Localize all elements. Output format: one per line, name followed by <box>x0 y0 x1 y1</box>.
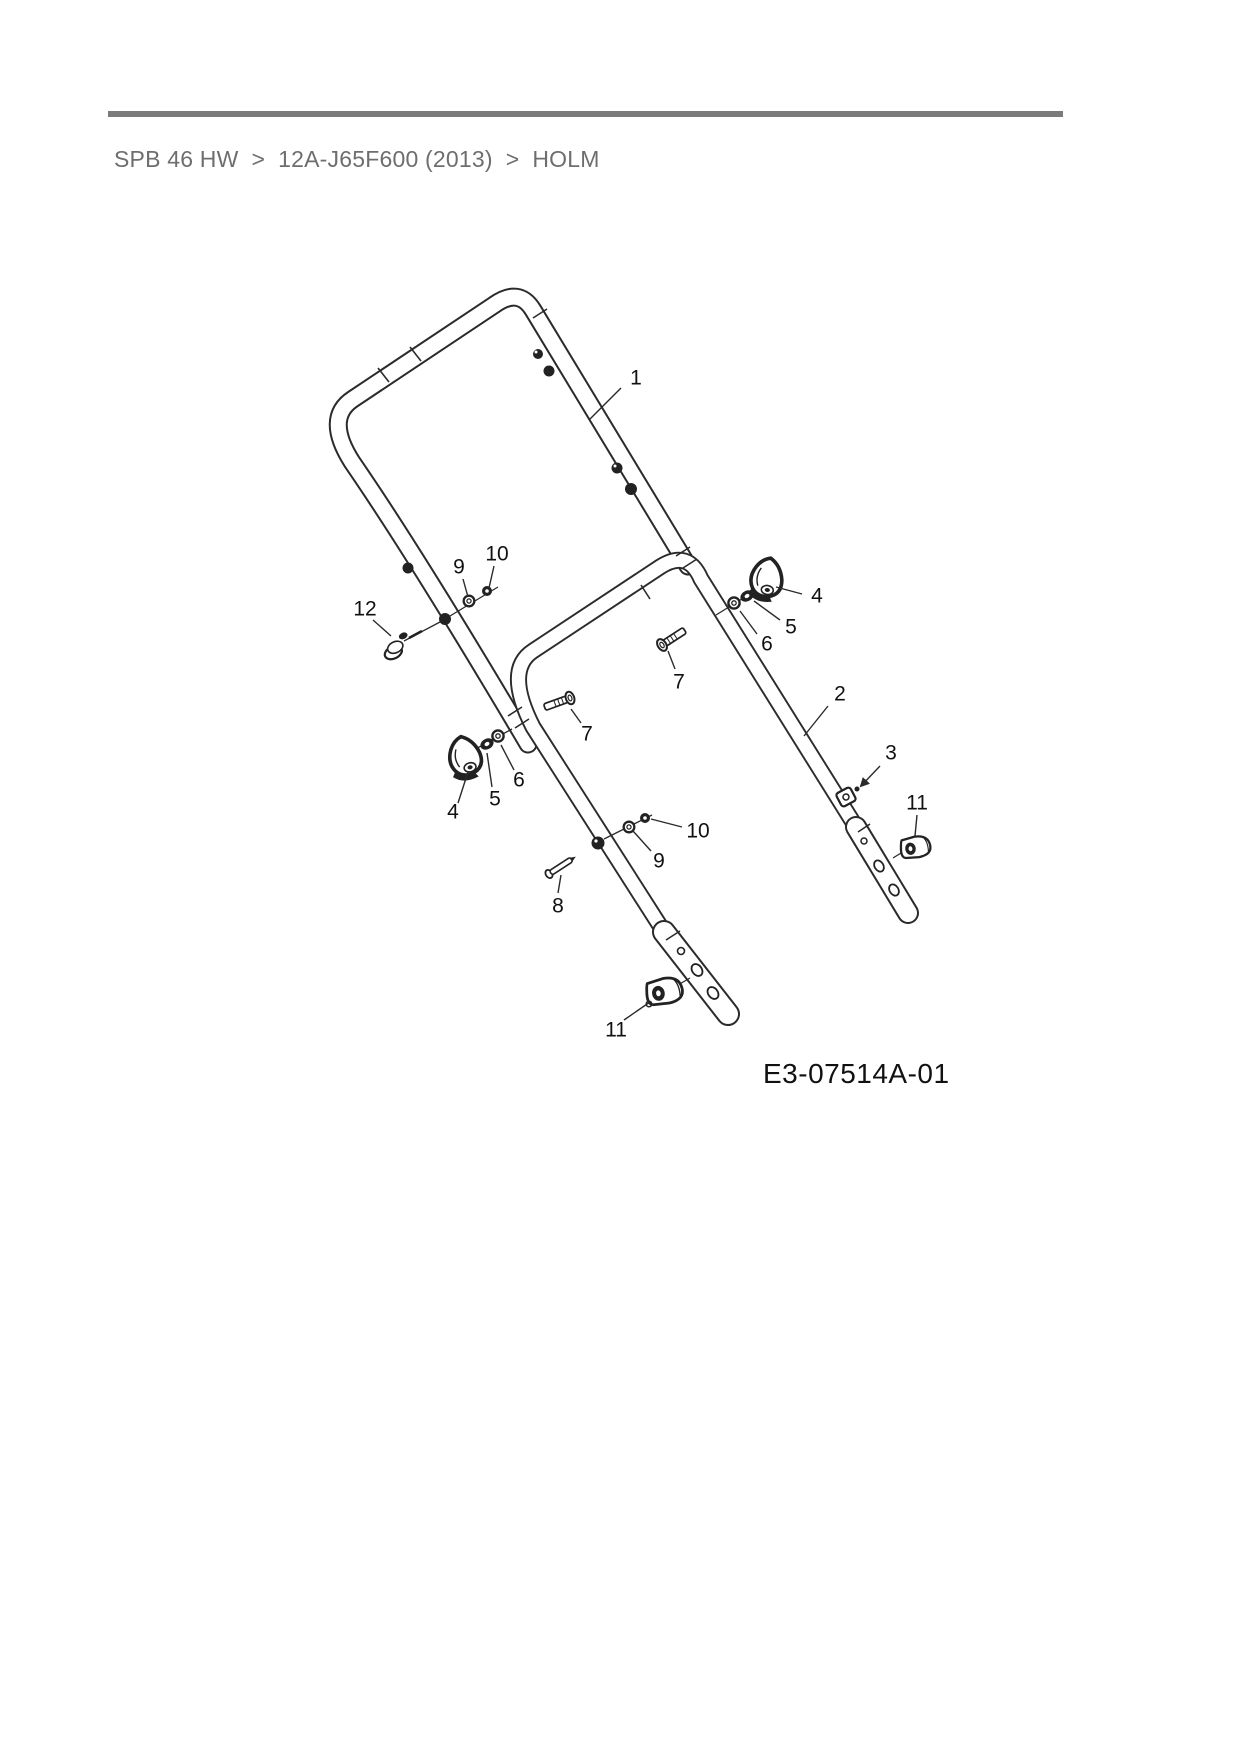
part-callout-10: 10 <box>686 819 710 843</box>
drawing-number: E3-07514A-01 <box>763 1058 950 1089</box>
nut-9-top <box>464 596 475 607</box>
part-callout-6: 6 <box>761 632 773 656</box>
part-callout-11: 11 <box>605 1018 627 1042</box>
part-callout-9: 9 <box>653 849 665 873</box>
callout-leader-7 <box>571 709 581 723</box>
breadcrumb-separator: > <box>505 146 520 172</box>
nut-9-bottom <box>624 822 635 833</box>
callout-leader-10 <box>651 819 682 827</box>
part-callout-8: 8 <box>552 894 564 918</box>
callout-leader-10 <box>489 566 494 588</box>
breadcrumb-item-assembly[interactable]: HOLM <box>532 146 600 172</box>
callout-leader-3 <box>861 766 880 786</box>
part-callout-10: 10 <box>485 542 509 566</box>
lower-handle-tube <box>519 560 857 932</box>
part-callout-7: 7 <box>673 670 685 694</box>
cable-guide-11-right <box>899 835 931 860</box>
wing-bolt-12 <box>383 631 422 662</box>
nut-left <box>492 730 503 741</box>
part-callout-2: 2 <box>834 682 846 706</box>
callout-leader-9 <box>463 579 468 597</box>
callout-leader-8 <box>558 875 561 893</box>
breadcrumb-item-variant[interactable]: 12A-J65F600 (2013) <box>278 146 493 172</box>
bolt-right <box>655 625 688 653</box>
callout-leader-11 <box>915 815 917 836</box>
callout-leader-11 <box>624 1002 650 1020</box>
part-callout-5: 5 <box>489 787 501 811</box>
part-callout-3: 3 <box>885 741 897 765</box>
callout-leader-12 <box>373 620 391 636</box>
part-callout-9: 9 <box>453 555 465 579</box>
callout-leader-6 <box>501 745 514 770</box>
callout-layer <box>353 367 928 1042</box>
part-callout-11: 11 <box>906 791 928 815</box>
part-callout-7: 7 <box>581 722 593 746</box>
breadcrumb-separator: > <box>251 146 266 172</box>
breadcrumb-item-model[interactable]: SPB 46 HW <box>114 146 239 172</box>
part-callout-4: 4 <box>447 800 459 824</box>
callout-leader-5 <box>754 601 780 620</box>
knob-left <box>443 733 486 784</box>
nut-right <box>728 597 739 608</box>
part-callout-4: 4 <box>811 584 823 608</box>
callout-leader-9 <box>633 831 651 851</box>
nut-10-top <box>482 586 492 596</box>
cable-guide-11-bottom <box>644 976 684 1007</box>
callout-leader-5 <box>487 753 492 787</box>
right-leg-bracket <box>856 824 908 913</box>
part-callout-12: 12 <box>353 597 377 621</box>
part-callout-1: 1 <box>630 366 642 390</box>
part-callout-5: 5 <box>785 615 797 639</box>
callout-leader-7 <box>668 651 675 669</box>
callout-leader-2 <box>804 706 828 736</box>
nut-10-bottom <box>640 813 650 823</box>
part-callout-6: 6 <box>513 768 525 792</box>
